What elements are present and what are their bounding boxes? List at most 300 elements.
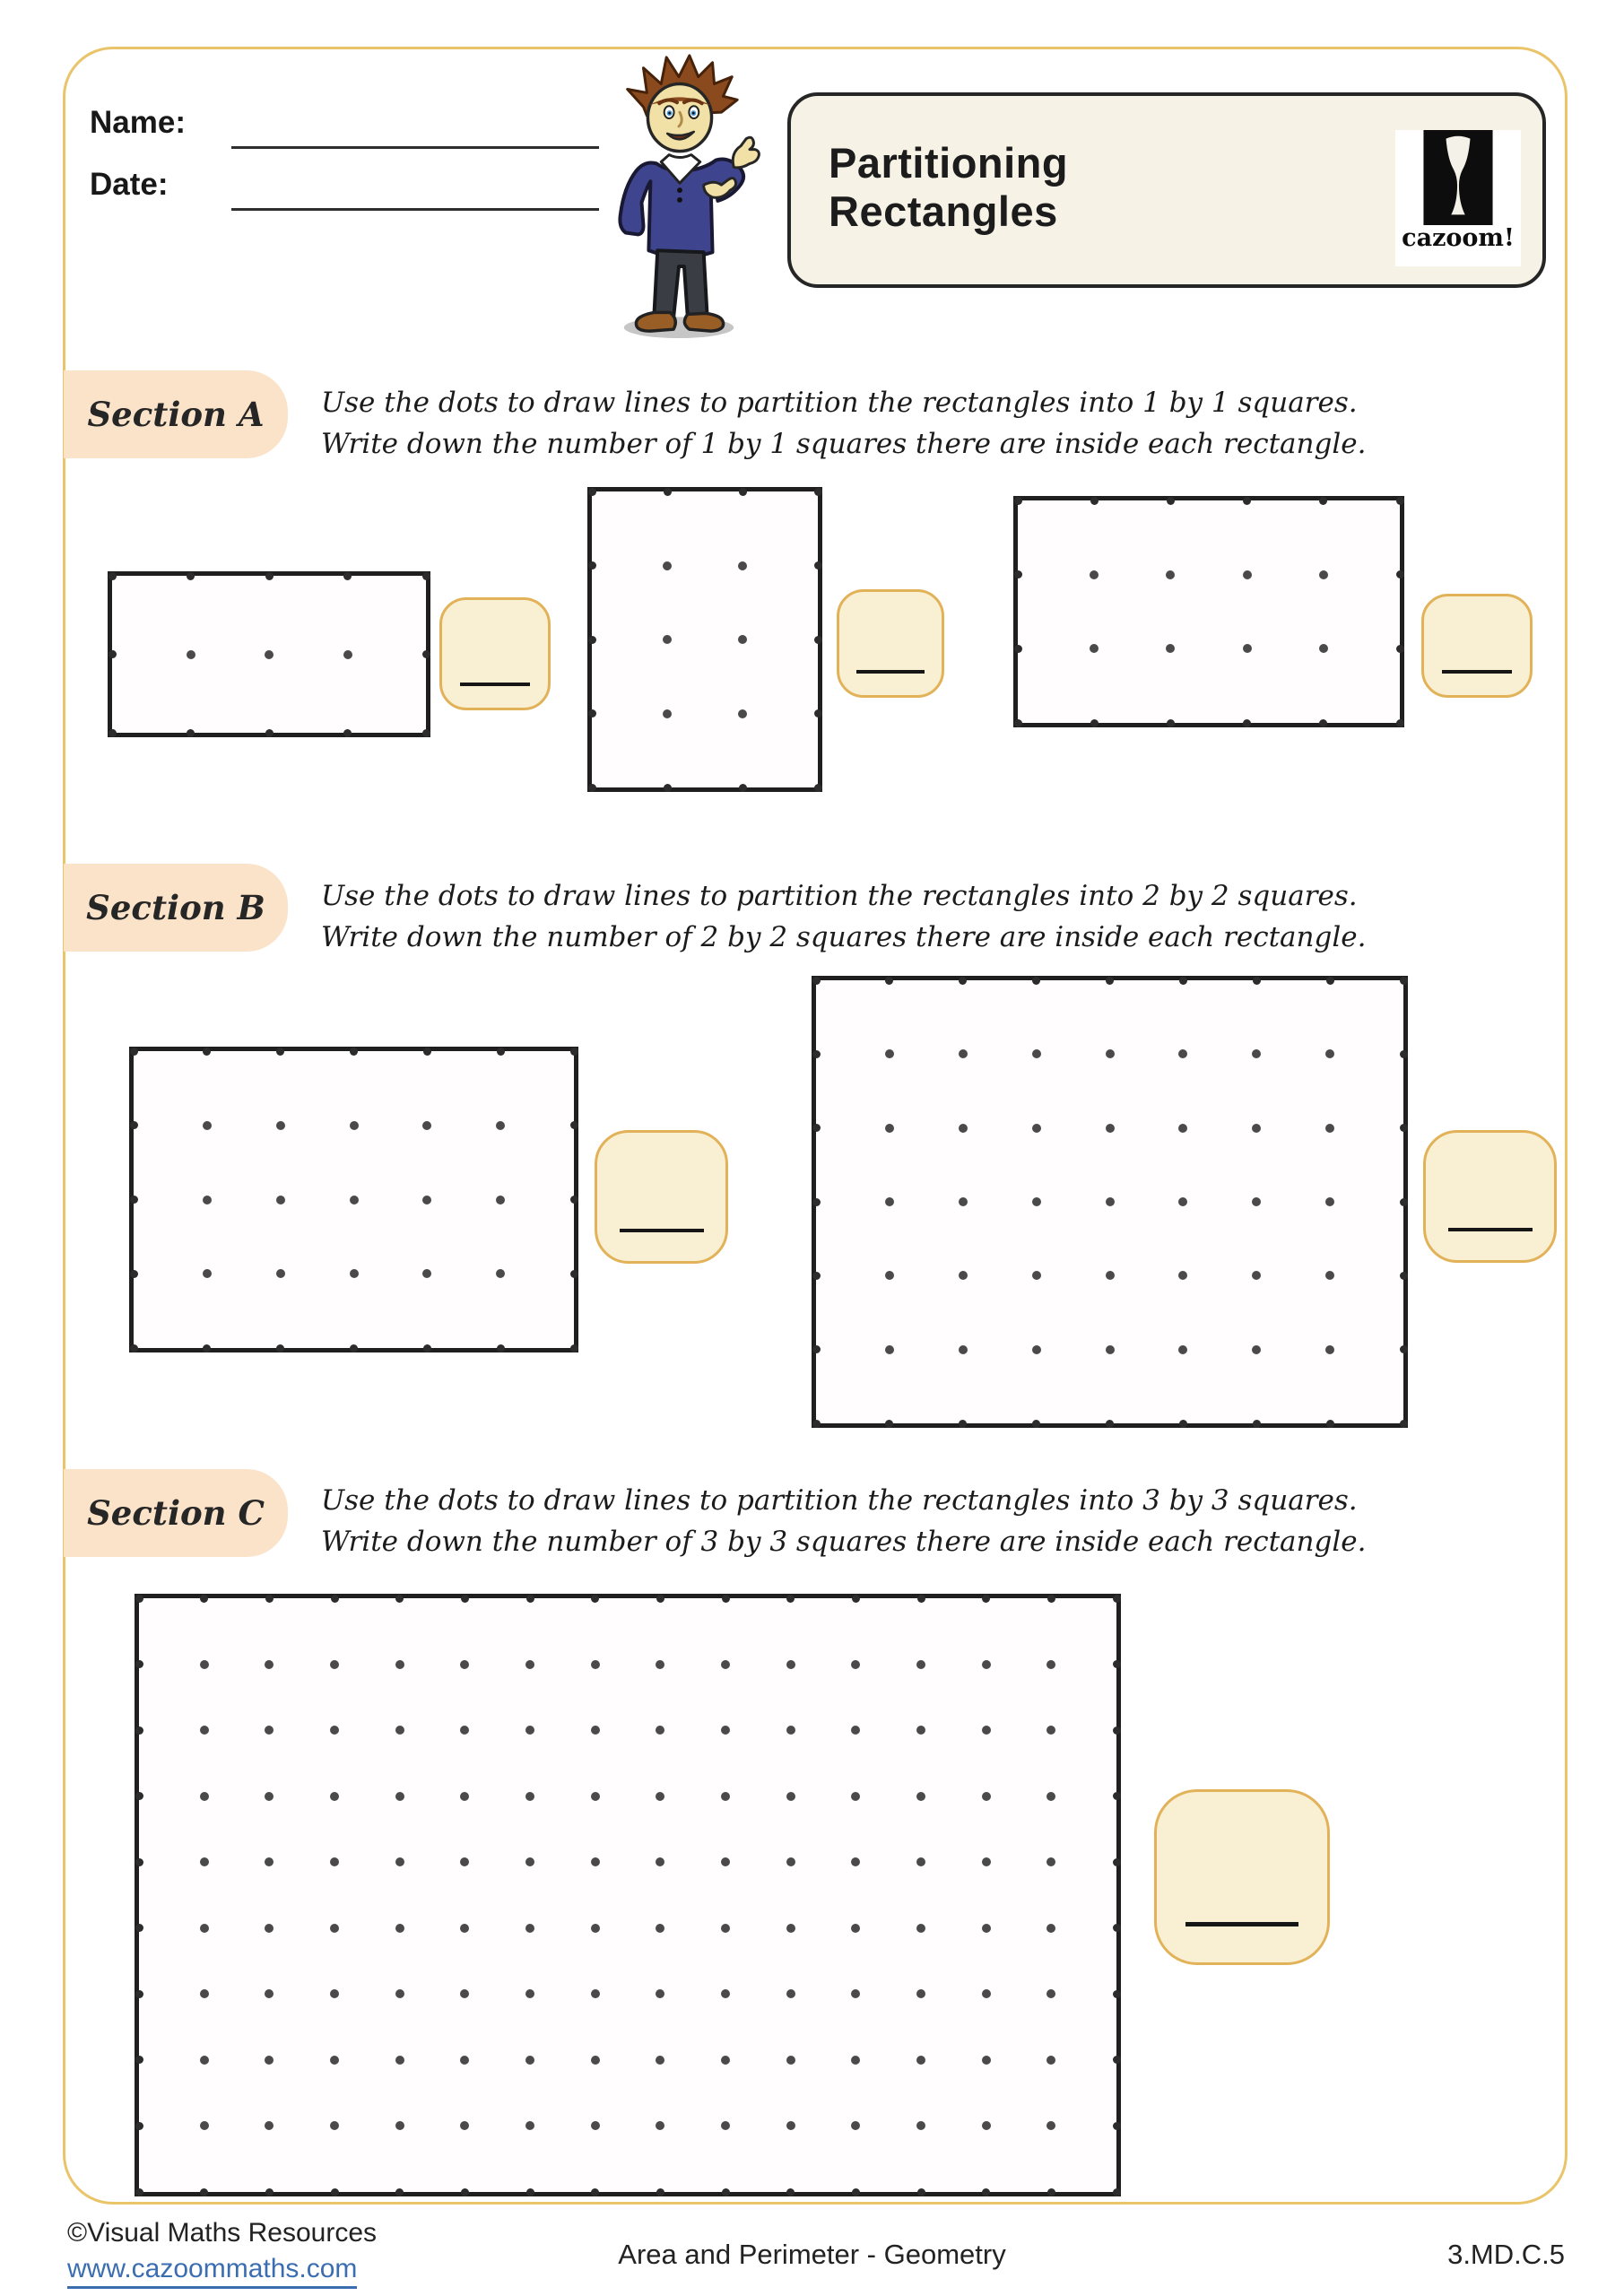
grid-dot bbox=[786, 1792, 795, 1801]
grid-dot bbox=[525, 1792, 534, 1801]
grid-edge-dot bbox=[786, 1595, 795, 1603]
name-label: Name: bbox=[90, 105, 186, 140]
grid-dot bbox=[916, 1857, 925, 1866]
left-shoe bbox=[636, 312, 675, 331]
grid-edge-dot bbox=[343, 729, 352, 737]
section-c-instructions: Use the dots to draw lines to partition the rectangles into 3 by 3 squares. Write down the number of 3 by 3 squares there are inside each rectangle. bbox=[321, 1484, 1367, 1558]
grid-edge-dot bbox=[461, 1595, 469, 1603]
grid-dot bbox=[656, 1857, 664, 1866]
grid-edge-dot bbox=[812, 1420, 821, 1428]
grid-dot bbox=[656, 1989, 664, 1998]
grid-edge-dot bbox=[814, 784, 822, 792]
grid-edge-dot bbox=[917, 1595, 925, 1603]
grid-edge-dot bbox=[130, 1048, 138, 1056]
answer-box-b1[interactable] bbox=[595, 1130, 728, 1264]
grid-dot bbox=[350, 1121, 359, 1130]
grid-edge-dot bbox=[1014, 719, 1022, 727]
grid-edge-dot bbox=[331, 2188, 339, 2196]
grid-edge-dot bbox=[200, 2188, 208, 2196]
grid-edge-dot bbox=[135, 1792, 143, 1800]
grid-dot bbox=[395, 2056, 404, 2065]
section-a-label: Section A bbox=[64, 370, 288, 458]
grid-edge-dot bbox=[1032, 977, 1040, 985]
grid-edge-dot bbox=[1396, 719, 1404, 727]
grid-dot bbox=[200, 1989, 209, 1998]
grid-edge-dot bbox=[130, 1196, 138, 1204]
grid-dot bbox=[738, 635, 747, 644]
grid-edge-dot bbox=[130, 1270, 138, 1278]
grid-edge-dot bbox=[852, 1595, 860, 1603]
grid-edge-dot bbox=[588, 709, 596, 718]
grid-dot bbox=[330, 2056, 339, 2065]
grid-edge-dot bbox=[130, 1121, 138, 1129]
grid-dot bbox=[721, 1726, 730, 1735]
grid-dot bbox=[460, 1726, 469, 1735]
grid-dot bbox=[591, 1857, 600, 1866]
grid-edge-dot bbox=[1400, 1198, 1408, 1206]
grid-edge-dot bbox=[885, 977, 893, 985]
grid-dot bbox=[200, 1792, 209, 1801]
grid-dot bbox=[1252, 1271, 1261, 1280]
footer-standard-code: 3.MD.C.5 bbox=[1447, 2239, 1565, 2270]
grid-dot bbox=[395, 1660, 404, 1669]
answer-box-a2[interactable] bbox=[837, 589, 944, 698]
grid-edge-dot bbox=[130, 1344, 138, 1352]
grid-edge-dot bbox=[395, 1595, 404, 1603]
grid-edge-dot bbox=[265, 2188, 274, 2196]
grid-edge-dot bbox=[526, 2188, 534, 2196]
grid-edge-dot bbox=[1243, 497, 1251, 505]
grid-edge-dot bbox=[109, 729, 117, 737]
grid-edge-dot bbox=[591, 2188, 599, 2196]
grid-dot bbox=[1252, 1197, 1261, 1206]
answer-blank-b1 bbox=[620, 1229, 704, 1232]
grid-dot bbox=[885, 1049, 894, 1058]
grid-edge-dot bbox=[812, 1050, 821, 1058]
grid-edge-dot bbox=[276, 1048, 284, 1056]
grid-dot bbox=[1046, 2121, 1055, 2130]
grid-dot bbox=[916, 2056, 925, 2065]
grid-dot bbox=[656, 1726, 664, 1735]
grid-dot bbox=[656, 1924, 664, 1933]
grid-dot bbox=[350, 1269, 359, 1278]
dot-grid-c1 bbox=[135, 1594, 1121, 2196]
grid-edge-dot bbox=[1167, 719, 1175, 727]
grid-dot bbox=[1252, 1049, 1261, 1058]
grid-edge-dot bbox=[588, 784, 596, 792]
cazoom-logo bbox=[1395, 130, 1521, 266]
grid-dot bbox=[851, 1660, 860, 1669]
grid-dot bbox=[276, 1196, 285, 1205]
grid-dot bbox=[1046, 1857, 1055, 1866]
grid-dot bbox=[851, 1726, 860, 1735]
grid-dot bbox=[1178, 1197, 1187, 1206]
grid-dot bbox=[265, 1924, 274, 1933]
grid-dot bbox=[330, 1726, 339, 1735]
grid-dot bbox=[330, 1857, 339, 1866]
grid-dot bbox=[395, 2121, 404, 2130]
answer-box-a1[interactable] bbox=[439, 597, 551, 710]
grid-dot bbox=[786, 1726, 795, 1735]
grid-dot bbox=[1106, 1049, 1115, 1058]
grid-edge-dot bbox=[1319, 497, 1327, 505]
grid-dot bbox=[916, 1792, 925, 1801]
grid-edge-dot bbox=[109, 650, 117, 658]
grid-edge-dot bbox=[1400, 1124, 1408, 1132]
footer-copyright: ©Visual Maths Resources bbox=[67, 2218, 378, 2248]
grid-dot bbox=[885, 1124, 894, 1133]
grid-dot bbox=[959, 1049, 968, 1058]
grid-edge-dot bbox=[1253, 1420, 1261, 1428]
grid-edge-dot bbox=[1113, 1792, 1121, 1800]
grid-edge-dot bbox=[422, 650, 430, 658]
grid-edge-dot bbox=[350, 1344, 358, 1352]
grid-dot bbox=[982, 1924, 991, 1933]
section-c-label: Section C bbox=[64, 1469, 288, 1557]
grid-edge-dot bbox=[588, 636, 596, 644]
grid-edge-dot bbox=[591, 1595, 599, 1603]
grid-edge-dot bbox=[1179, 1420, 1187, 1428]
grid-edge-dot bbox=[350, 1048, 358, 1056]
grid-edge-dot bbox=[1179, 977, 1187, 985]
grid-edge-dot bbox=[814, 636, 822, 644]
grid-dot bbox=[1032, 1124, 1041, 1133]
grid-edge-dot bbox=[1400, 1272, 1408, 1280]
grid-dot bbox=[591, 1726, 600, 1735]
grid-dot bbox=[885, 1271, 894, 1280]
grid-edge-dot bbox=[1014, 497, 1022, 505]
worksheet-title: Partitioning Rectangles bbox=[829, 139, 1069, 235]
grid-edge-dot bbox=[570, 1196, 578, 1204]
grid-edge-dot bbox=[135, 1858, 143, 1866]
grid-dot bbox=[1046, 2056, 1055, 2065]
answer-blank-a1 bbox=[460, 683, 530, 686]
grid-dot bbox=[851, 2121, 860, 2130]
grid-dot bbox=[786, 2056, 795, 2065]
grid-dot bbox=[200, 1924, 209, 1933]
grid-dot bbox=[1252, 1124, 1261, 1133]
grid-dot bbox=[265, 1857, 274, 1866]
dot-grid-a2 bbox=[587, 487, 822, 792]
grid-dot bbox=[525, 1857, 534, 1866]
grid-edge-dot bbox=[1113, 2188, 1121, 2196]
grid-edge-dot bbox=[276, 1344, 284, 1352]
grid-dot bbox=[851, 1792, 860, 1801]
grid-dot bbox=[851, 1924, 860, 1933]
dot-grid-a3 bbox=[1013, 496, 1404, 727]
grid-edge-dot bbox=[1400, 1345, 1408, 1353]
grid-dot bbox=[982, 2056, 991, 2065]
grid-dot bbox=[916, 2121, 925, 2130]
grid-dot bbox=[885, 1345, 894, 1354]
grid-dot bbox=[1090, 644, 1099, 653]
grid-dot bbox=[203, 1269, 212, 1278]
section-b-instructions: Use the dots to draw lines to partition the rectangles into 2 by 2 squares. Write down the number of 2 by 2 squares there are inside each rectangle. bbox=[321, 880, 1367, 953]
grid-dot bbox=[525, 1726, 534, 1735]
grid-dot bbox=[591, 2056, 600, 2065]
grid-dot bbox=[656, 2056, 664, 2065]
grid-dot bbox=[1325, 1124, 1334, 1133]
grid-dot bbox=[982, 1792, 991, 1801]
grid-dot bbox=[1243, 644, 1252, 653]
grid-dot bbox=[1319, 570, 1328, 579]
grid-dot bbox=[982, 1726, 991, 1735]
grid-dot bbox=[591, 1924, 600, 1933]
grid-dot bbox=[916, 1924, 925, 1933]
grid-edge-dot bbox=[570, 1344, 578, 1352]
grid-edge-dot bbox=[1396, 645, 1404, 653]
grid-dot bbox=[959, 1197, 968, 1206]
grid-dot bbox=[1032, 1049, 1041, 1058]
section-b-label: Section B bbox=[64, 864, 288, 952]
grid-edge-dot bbox=[1090, 719, 1099, 727]
name-line[interactable] bbox=[231, 146, 599, 149]
grid-dot bbox=[200, 2056, 209, 2065]
grid-edge-dot bbox=[1319, 719, 1327, 727]
footer-topic: Area and Perimeter - Geometry bbox=[618, 2239, 1006, 2270]
grid-edge-dot bbox=[739, 488, 747, 496]
grid-dot bbox=[663, 561, 672, 570]
grid-dot bbox=[851, 1857, 860, 1866]
grid-dot bbox=[422, 1269, 431, 1278]
grid-edge-dot bbox=[812, 977, 821, 985]
grid-dot bbox=[265, 1989, 274, 1998]
grid-dot bbox=[343, 650, 352, 659]
grid-edge-dot bbox=[570, 1121, 578, 1129]
grid-edge-dot bbox=[1032, 1420, 1040, 1428]
grid-dot bbox=[982, 2121, 991, 2130]
grid-dot bbox=[265, 1726, 274, 1735]
grid-dot bbox=[496, 1196, 505, 1205]
grid-edge-dot bbox=[1113, 1595, 1121, 1603]
grid-edge-dot bbox=[812, 1345, 821, 1353]
grid-edge-dot bbox=[1243, 719, 1251, 727]
title-box bbox=[787, 92, 1546, 288]
grid-edge-dot bbox=[959, 1420, 967, 1428]
grid-dot bbox=[395, 1857, 404, 1866]
grid-edge-dot bbox=[497, 1344, 505, 1352]
grid-edge-dot bbox=[395, 2188, 404, 2196]
grid-dot bbox=[350, 1196, 359, 1205]
grid-edge-dot bbox=[1400, 977, 1408, 985]
grid-edge-dot bbox=[814, 561, 822, 570]
grid-edge-dot bbox=[109, 572, 117, 580]
mascot-boy-illustration bbox=[581, 50, 777, 343]
grid-dot bbox=[1046, 1989, 1055, 1998]
grid-dot bbox=[395, 1792, 404, 1801]
grid-edge-dot bbox=[526, 1595, 534, 1603]
grid-edge-dot bbox=[1113, 1924, 1121, 1932]
grid-dot bbox=[1106, 1197, 1115, 1206]
grid-dot bbox=[1106, 1124, 1115, 1133]
grid-dot bbox=[460, 1924, 469, 1933]
cazoom-logo-text: cazoom! bbox=[1402, 224, 1515, 252]
answer-blank-a2 bbox=[856, 670, 925, 674]
grid-edge-dot bbox=[1113, 1858, 1121, 1866]
grid-edge-dot bbox=[200, 1595, 208, 1603]
grid-dot bbox=[721, 1924, 730, 1933]
grid-dot bbox=[786, 2121, 795, 2130]
grid-dot bbox=[496, 1121, 505, 1130]
grid-edge-dot bbox=[265, 729, 274, 737]
date-label: Date: bbox=[90, 167, 169, 202]
grid-dot bbox=[721, 1660, 730, 1669]
grid-edge-dot bbox=[1113, 2122, 1121, 2130]
section-a-instructions: Use the dots to draw lines to partition the rectangles into 1 by 1 squares. Write down the number of 1 by 1 squares there are inside each rectangle. bbox=[321, 387, 1367, 460]
footer-website-link[interactable]: www.cazoommaths.com bbox=[67, 2254, 357, 2289]
grid-edge-dot bbox=[664, 784, 672, 792]
grid-dot bbox=[422, 1121, 431, 1130]
grid-edge-dot bbox=[1113, 1990, 1121, 1998]
grid-dot bbox=[721, 2056, 730, 2065]
grid-dot bbox=[885, 1197, 894, 1206]
grid-edge-dot bbox=[422, 572, 430, 580]
grid-edge-dot bbox=[1400, 1050, 1408, 1058]
grid-edge-dot bbox=[135, 2122, 143, 2130]
grid-edge-dot bbox=[187, 729, 195, 737]
grid-dot bbox=[721, 2121, 730, 2130]
grid-dot bbox=[1178, 1049, 1187, 1058]
grid-edge-dot bbox=[423, 1344, 431, 1352]
grid-edge-dot bbox=[1396, 497, 1404, 505]
grid-edge-dot bbox=[1253, 977, 1261, 985]
grid-dot bbox=[1325, 1345, 1334, 1354]
grid-dot bbox=[1325, 1049, 1334, 1058]
grid-dot bbox=[276, 1121, 285, 1130]
grid-dot bbox=[525, 1989, 534, 1998]
grid-edge-dot bbox=[135, 1726, 143, 1735]
grid-dot bbox=[460, 1792, 469, 1801]
grid-edge-dot bbox=[814, 709, 822, 718]
grid-dot bbox=[460, 1989, 469, 1998]
grid-dot bbox=[525, 2121, 534, 2130]
grid-dot bbox=[265, 2056, 274, 2065]
grid-dot bbox=[591, 1660, 600, 1669]
grid-dot bbox=[916, 1989, 925, 1998]
grid-dot bbox=[786, 1660, 795, 1669]
grid-dot bbox=[916, 1660, 925, 1669]
grid-edge-dot bbox=[265, 572, 274, 580]
grid-edge-dot bbox=[588, 561, 596, 570]
grid-dot bbox=[1178, 1345, 1187, 1354]
grid-dot bbox=[422, 1196, 431, 1205]
grid-dot bbox=[330, 1924, 339, 1933]
grid-dot bbox=[1046, 1924, 1055, 1933]
grid-dot bbox=[265, 1660, 274, 1669]
grid-dot bbox=[330, 1989, 339, 1998]
grid-dot bbox=[1046, 1660, 1055, 1669]
grid-edge-dot bbox=[812, 1124, 821, 1132]
date-line[interactable] bbox=[231, 208, 599, 211]
grid-dot bbox=[1325, 1197, 1334, 1206]
grid-dot bbox=[395, 1989, 404, 1998]
grid-edge-dot bbox=[422, 729, 430, 737]
grid-dot bbox=[460, 2056, 469, 2065]
grid-edge-dot bbox=[656, 2188, 664, 2196]
head bbox=[647, 84, 711, 152]
grid-dot bbox=[721, 1857, 730, 1866]
grid-dot bbox=[738, 709, 747, 718]
raised-hand bbox=[733, 137, 759, 168]
grid-edge-dot bbox=[814, 488, 822, 496]
grid-edge-dot bbox=[722, 1595, 730, 1603]
grid-dot bbox=[1106, 1345, 1115, 1354]
answer-box-a3[interactable] bbox=[1421, 594, 1533, 698]
grid-dot bbox=[200, 2121, 209, 2130]
dot-grid-a1 bbox=[108, 571, 430, 737]
grid-dot bbox=[591, 1792, 600, 1801]
grid-dot bbox=[460, 2121, 469, 2130]
grid-edge-dot bbox=[1326, 977, 1334, 985]
grid-edge-dot bbox=[1106, 977, 1114, 985]
grid-dot bbox=[1032, 1271, 1041, 1280]
grid-dot bbox=[1325, 1271, 1334, 1280]
right-shoe bbox=[684, 313, 723, 331]
grid-dot bbox=[525, 2056, 534, 2065]
grid-dot bbox=[187, 650, 195, 659]
grid-dot bbox=[663, 709, 672, 718]
grid-dot bbox=[982, 1660, 991, 1669]
grid-dot bbox=[1178, 1124, 1187, 1133]
grid-dot bbox=[1106, 1271, 1115, 1280]
grid-edge-dot bbox=[135, 1660, 143, 1668]
grid-dot bbox=[656, 2121, 664, 2130]
grid-dot bbox=[395, 1726, 404, 1735]
grid-dot bbox=[496, 1269, 505, 1278]
grid-dot bbox=[1178, 1271, 1187, 1280]
answer-box-b2[interactable] bbox=[1423, 1130, 1557, 1263]
answer-blank-c1 bbox=[1185, 1922, 1298, 1926]
grid-dot bbox=[203, 1196, 212, 1205]
grid-dot bbox=[663, 635, 672, 644]
grid-edge-dot bbox=[461, 2188, 469, 2196]
grid-edge-dot bbox=[135, 1924, 143, 1932]
grid-dot bbox=[200, 1660, 209, 1669]
grid-dot bbox=[851, 1989, 860, 1998]
grid-dot bbox=[982, 1989, 991, 1998]
grid-edge-dot bbox=[812, 1272, 821, 1280]
grid-dot bbox=[786, 1857, 795, 1866]
grid-edge-dot bbox=[570, 1270, 578, 1278]
grid-edge-dot bbox=[135, 2188, 143, 2196]
grid-dot bbox=[959, 1345, 968, 1354]
grid-dot bbox=[200, 1726, 209, 1735]
grid-edge-dot bbox=[1113, 1660, 1121, 1668]
grid-edge-dot bbox=[1396, 570, 1404, 578]
grid-dot bbox=[1166, 570, 1175, 579]
grid-edge-dot bbox=[135, 1990, 143, 1998]
grid-edge-dot bbox=[497, 1048, 505, 1056]
grid-dot bbox=[656, 1792, 664, 1801]
grid-edge-dot bbox=[588, 488, 596, 496]
grid-dot bbox=[959, 1124, 968, 1133]
grid-edge-dot bbox=[1014, 645, 1022, 653]
grid-edge-dot bbox=[1167, 497, 1175, 505]
grid-edge-dot bbox=[959, 977, 967, 985]
grid-edge-dot bbox=[331, 1595, 339, 1603]
grid-dot bbox=[982, 1857, 991, 1866]
answer-box-c1[interactable] bbox=[1154, 1789, 1330, 1965]
grid-dot bbox=[591, 1989, 600, 1998]
grid-dot bbox=[1319, 644, 1328, 653]
grid-dot bbox=[265, 650, 274, 659]
grid-edge-dot bbox=[203, 1048, 211, 1056]
grid-edge-dot bbox=[1014, 570, 1022, 578]
grid-edge-dot bbox=[664, 488, 672, 496]
grid-edge-dot bbox=[786, 2188, 795, 2196]
grid-edge-dot bbox=[1047, 1595, 1055, 1603]
grid-dot bbox=[1243, 570, 1252, 579]
